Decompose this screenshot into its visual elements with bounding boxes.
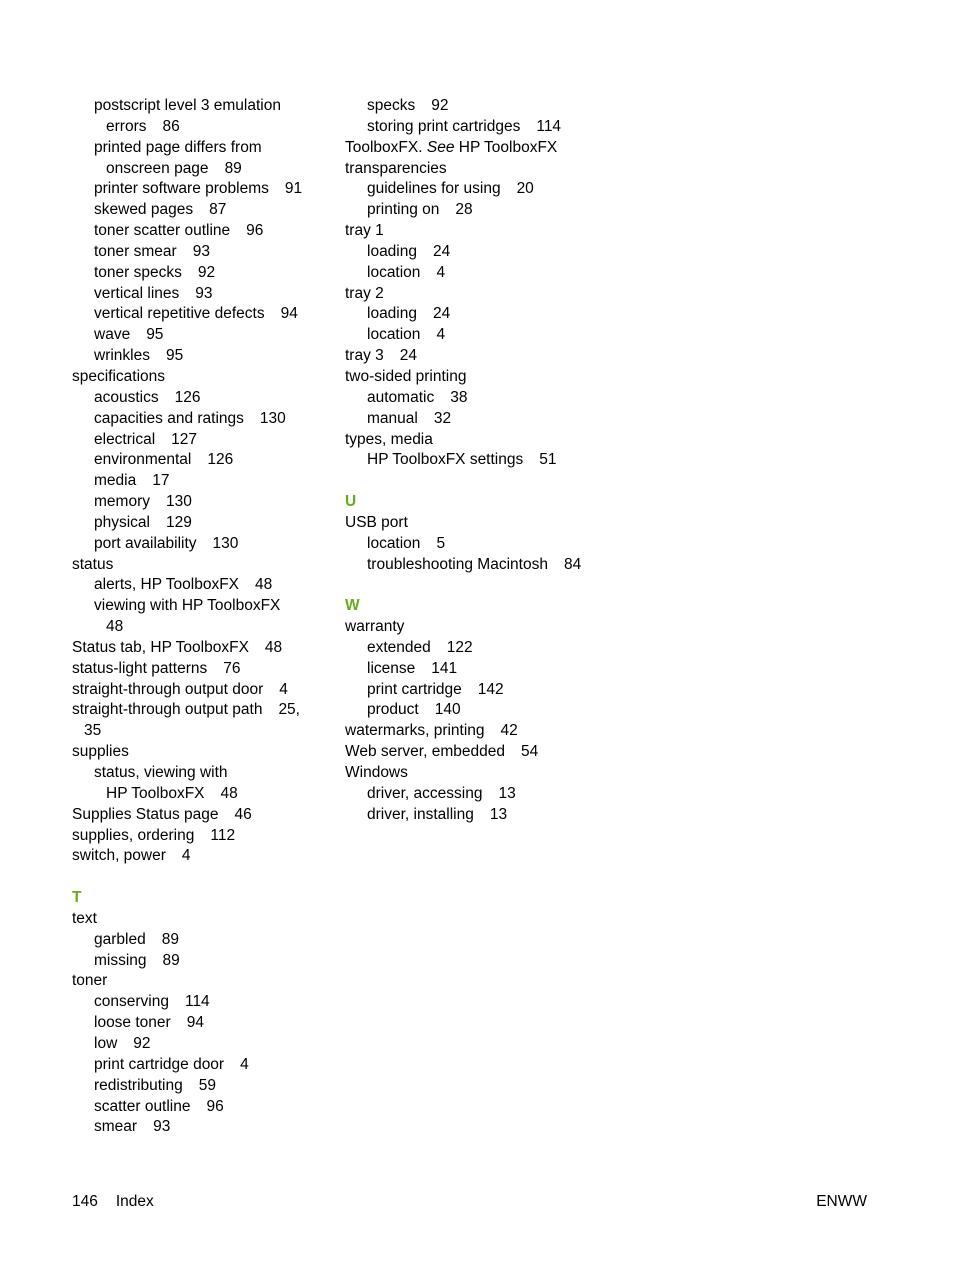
index-entry: vertical repetitive defects 94 xyxy=(94,305,298,323)
page-ref: 112 xyxy=(210,826,236,844)
page-ref: 48 xyxy=(220,784,238,802)
index-entry: low 92 xyxy=(94,1034,151,1052)
index-entry: skewed pages 87 xyxy=(94,201,227,219)
page-ref: 140 xyxy=(434,701,461,719)
page-ref: 130 xyxy=(212,534,239,552)
page-ref: 54 xyxy=(520,743,539,761)
index-heading-entry: USB port xyxy=(345,513,408,531)
index-entry: printing on 28 xyxy=(367,201,473,219)
index-entry: storing print cartridges 114 xyxy=(367,117,562,135)
index-entry: extended 122 xyxy=(367,638,473,656)
index-entry: vertical lines 93 xyxy=(94,284,213,302)
page-ref: 51 xyxy=(539,451,557,469)
page-ref: 92 xyxy=(431,97,449,114)
index-entry: smear 93 xyxy=(94,1118,171,1136)
index-entry: capacities and ratings 130 xyxy=(94,409,286,427)
index-entry-continuation: onscreen page 89 xyxy=(106,159,242,177)
page-ref: 89 xyxy=(162,951,180,969)
index-heading-entry: Web server, embedded 54 xyxy=(345,743,539,761)
page-ref: 42 xyxy=(500,722,518,740)
index-heading-entry: watermarks, printing 42 xyxy=(345,722,518,740)
index-column-right xyxy=(345,96,675,826)
index-entry: scatter outline 96 xyxy=(94,1097,224,1115)
index-heading-entry: toner xyxy=(72,972,108,990)
page-ref: 24 xyxy=(433,242,451,260)
index-entry: specks 92 xyxy=(367,97,449,114)
index-heading-entry: text xyxy=(72,909,97,927)
page-ref: 4 xyxy=(181,847,191,865)
index-entry: print cartridge 142 xyxy=(367,680,504,698)
index-heading-entry: tray 1 xyxy=(345,222,384,240)
page-ref: 13 xyxy=(498,784,516,802)
page-ref: 91 xyxy=(284,180,303,198)
index-entry: toner scatter outline 96 xyxy=(94,222,264,240)
index-entry: manual 32 xyxy=(367,409,452,427)
page-ref: 122 xyxy=(446,638,473,656)
page-ref: 5 xyxy=(436,534,446,552)
index-entry: media 17 xyxy=(94,472,170,490)
index-heading-entry: transparencies xyxy=(345,159,447,177)
index-entry: toner smear 93 xyxy=(94,242,210,260)
index-entry: memory 130 xyxy=(94,493,192,511)
index-letter-heading-t: T xyxy=(72,889,82,907)
index-entry: guidelines for using 20 xyxy=(367,180,534,198)
index-entry: automatic 38 xyxy=(367,388,468,406)
index-entry: location 4 xyxy=(367,326,446,344)
index-heading-entry: warranty xyxy=(345,618,405,636)
index-entry: missing 89 xyxy=(94,951,180,969)
index-entry: wave 95 xyxy=(94,326,164,344)
index-heading-entry: two-sided printing xyxy=(345,367,467,385)
index-column-left xyxy=(72,96,337,1138)
page-ref: 4 xyxy=(240,1055,249,1073)
index-heading-entry: straight-through output door 4 xyxy=(72,680,288,698)
index-heading-entry: Status tab, HP ToolboxFX 48 xyxy=(72,638,283,656)
index-entry: printed page differs from xyxy=(94,138,262,156)
index-entry: acoustics 126 xyxy=(94,388,201,406)
index-heading-entry: status xyxy=(72,555,114,573)
page-ref: 89 xyxy=(161,930,179,948)
index-heading-entry: Supplies Status page 46 xyxy=(72,805,252,823)
page-ref: 24 xyxy=(399,347,418,365)
page-ref: 59 xyxy=(198,1076,216,1094)
index-entry: troubleshooting Macintosh 84 xyxy=(367,555,582,573)
index-entry: toner specks 92 xyxy=(94,263,216,281)
index-entry: postscript level 3 emulation xyxy=(94,97,281,114)
page-ref: 130 xyxy=(165,493,192,511)
page-ref: 126 xyxy=(174,388,201,406)
page-ref: 48 xyxy=(264,638,283,656)
index-entry: garbled 89 xyxy=(94,930,179,948)
page-ref: 87 xyxy=(209,201,227,219)
page-ref: 4 xyxy=(279,680,288,698)
index-entry: conserving 114 xyxy=(94,993,210,1011)
index-heading-entry: Windows xyxy=(345,764,408,781)
index-entry: product 140 xyxy=(367,701,461,719)
page-ref: 142 xyxy=(477,680,504,698)
page-ref: 86 xyxy=(162,117,180,135)
index-entry: driver, accessing 13 xyxy=(367,784,516,802)
page-ref: 93 xyxy=(192,242,210,260)
page-ref: 25, xyxy=(278,701,300,719)
page-ref: 94 xyxy=(280,305,298,323)
index-entry: driver, installing 13 xyxy=(367,805,508,823)
page-ref: 95 xyxy=(165,347,184,365)
page-number: 146 xyxy=(72,1193,98,1210)
index-entry: status, viewing with xyxy=(94,764,228,781)
index-entry: alerts, HP ToolboxFX 48 xyxy=(94,576,273,594)
page-ref: 76 xyxy=(223,659,241,677)
page-ref: 20 xyxy=(516,180,534,198)
index-entry: location 5 xyxy=(367,534,446,552)
index-heading-entry: supplies, ordering 112 xyxy=(72,826,236,844)
index-heading-entry: tray 3 24 xyxy=(345,347,418,365)
index-entry: loose toner 94 xyxy=(94,1014,204,1032)
index-heading-entry: specifications xyxy=(72,367,166,385)
page-ref: 48 xyxy=(255,576,273,594)
index-heading-entry: supplies xyxy=(72,743,129,761)
index-entry: license 141 xyxy=(367,659,458,677)
page-ref: 94 xyxy=(186,1014,204,1032)
page-ref: 93 xyxy=(153,1118,171,1136)
see-reference: See xyxy=(426,138,455,156)
index-entry: wrinkles 95 xyxy=(94,347,184,365)
page-ref: 126 xyxy=(207,451,234,469)
index-letter-heading-w: W xyxy=(345,597,360,615)
footer-right-label: ENWW xyxy=(816,1193,867,1210)
index-letter-heading-u: U xyxy=(345,493,357,511)
page-ref: 28 xyxy=(455,201,473,219)
index-entry: port availability 130 xyxy=(94,534,239,552)
index-entry: printer software problems 91 xyxy=(94,180,303,198)
page-ref: 114 xyxy=(184,993,210,1011)
page-ref: 89 xyxy=(224,159,242,177)
index-entry: HP ToolboxFX settings 51 xyxy=(367,451,557,469)
index-entry: electrical 127 xyxy=(94,430,198,448)
page-ref: 4 xyxy=(436,326,446,344)
index-entry: loading 24 xyxy=(367,305,451,323)
index-entry-continuation: HP ToolboxFX 48 xyxy=(106,784,238,802)
page-ref: 93 xyxy=(195,284,213,302)
page-ref: 38 xyxy=(450,388,468,406)
page-ref: 92 xyxy=(197,263,216,281)
page-ref: 84 xyxy=(563,555,582,573)
page-ref: 17 xyxy=(152,472,170,490)
page-ref: 130 xyxy=(259,409,286,427)
page-ref: 4 xyxy=(436,263,446,281)
index-heading-entry: switch, power 4 xyxy=(72,847,191,865)
index-entry: location 4 xyxy=(367,263,446,281)
page-ref: 46 xyxy=(234,805,252,823)
footer-left xyxy=(72,1192,154,1212)
page-ref: 96 xyxy=(206,1097,224,1115)
index-entry: physical 129 xyxy=(94,513,192,531)
page-ref: 96 xyxy=(246,222,264,240)
page-ref: 129 xyxy=(166,513,192,531)
index-entry-continuation: 48 xyxy=(106,618,124,636)
page-ref: 114 xyxy=(536,117,562,135)
index-heading-entry: ToolboxFX. See HP ToolboxFX xyxy=(345,138,558,156)
index-entry: redistributing 59 xyxy=(94,1076,216,1094)
index-entry: print cartridge door 4 xyxy=(94,1055,249,1073)
index-entry: environmental 126 xyxy=(94,451,234,469)
index-entry-continuation: 35 xyxy=(84,722,102,740)
section-name: Index xyxy=(115,1193,154,1210)
index-entry: viewing with HP ToolboxFX xyxy=(94,597,281,615)
page-ref: 127 xyxy=(171,430,198,448)
index-heading-entry: types, media xyxy=(345,430,433,448)
page-ref: 92 xyxy=(133,1034,151,1052)
index-heading-entry: tray 2 xyxy=(345,284,384,302)
index-entry: loading 24 xyxy=(367,242,451,260)
page-ref: 95 xyxy=(146,326,164,344)
index-entry-continuation: errors 86 xyxy=(106,117,180,135)
page-ref: 32 xyxy=(433,409,452,427)
page-ref: 13 xyxy=(489,805,508,823)
page-ref: 141 xyxy=(431,659,458,677)
index-heading-entry: straight-through output path 25, xyxy=(72,701,300,719)
page-ref: 24 xyxy=(433,305,451,323)
index-heading-entry: status-light patterns 76 xyxy=(72,659,241,677)
